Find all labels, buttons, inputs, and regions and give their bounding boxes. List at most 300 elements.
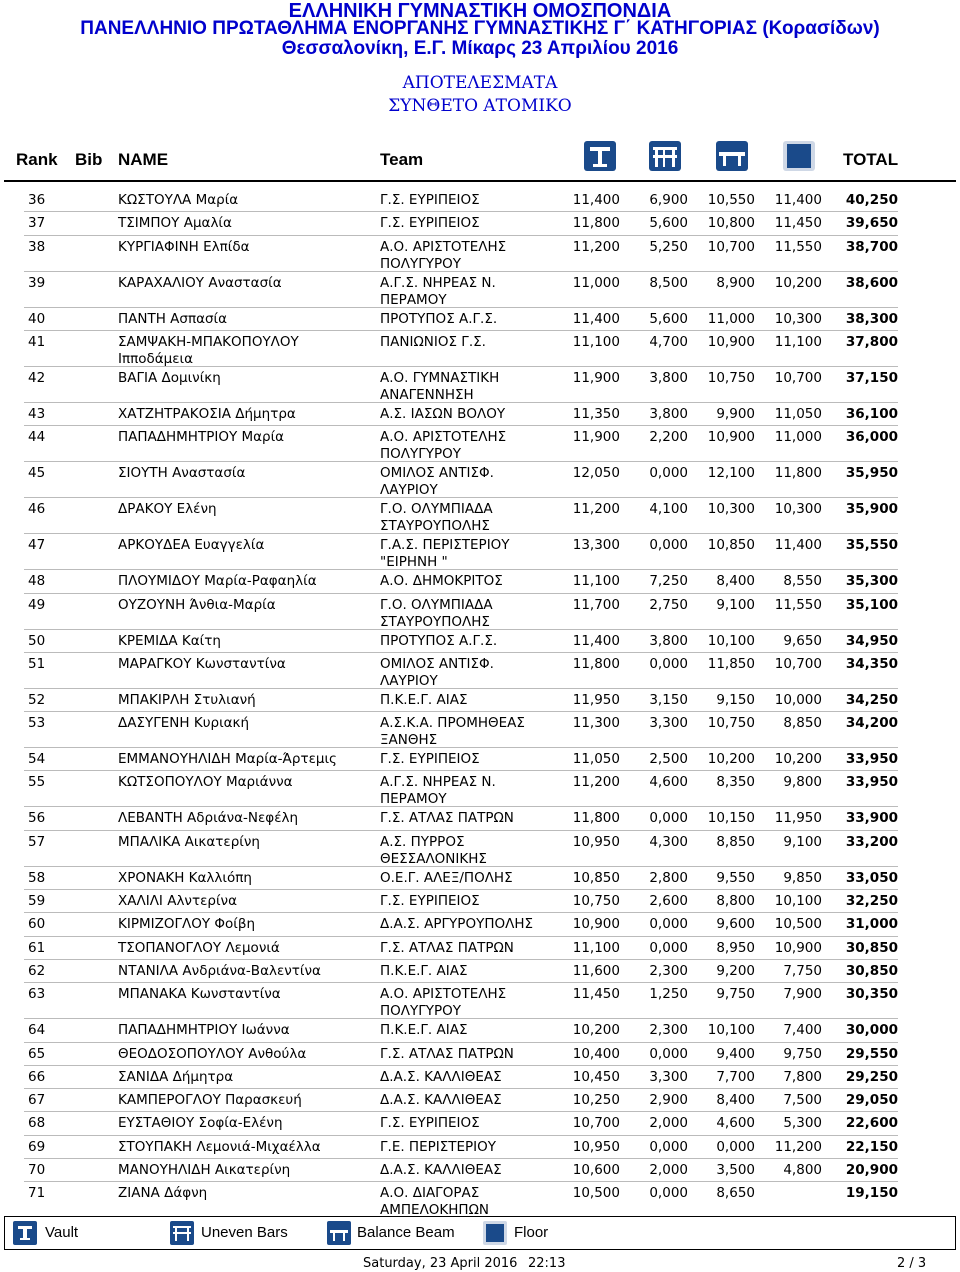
- name-cell: ΚΩΣΤΟΥΛΑ Μαρία: [118, 192, 239, 208]
- floor-score: 10,100: [774, 893, 822, 909]
- footer-page: 2 / 3: [897, 1256, 927, 1271]
- bars-score: 4,300: [649, 833, 688, 850]
- row-separator: [24, 1042, 898, 1043]
- floor-score: 10,700: [774, 369, 822, 386]
- team-cell: ΟΜΙΛΟΣ ΑΝΤΙΣΦ.: [380, 655, 494, 672]
- footer-date: Saturday, 23 April 2016: [363, 1256, 518, 1271]
- team-cell: Π.Κ.Ε.Γ. ΑΙΑΣ: [380, 1022, 468, 1039]
- bars-score: 5,250: [649, 238, 688, 255]
- row-separator: [24, 830, 898, 831]
- vault-score: 11,950: [572, 691, 620, 708]
- beam-score: 10,150: [707, 810, 755, 827]
- name-cell: ΚΡΕΜΙΔΑ Καίτη: [118, 632, 221, 649]
- name-cell: ΧΡΟΝΑΚΗ Καλλιόπη: [118, 869, 252, 886]
- name-cell: ΘΕΟΔΟΣΟΠΟΥΛΟΥ Ανθούλα: [118, 1045, 307, 1062]
- row-separator: [24, 936, 898, 937]
- floor-score: 10,300: [774, 501, 822, 518]
- beam-score: 12,100: [707, 465, 755, 482]
- floor-score: 11,950: [774, 810, 822, 827]
- team-cell: Π.Κ.Ε.Γ. ΑΙΑΣ: [380, 962, 468, 979]
- row-separator: [24, 366, 898, 367]
- beam-score: 10,900: [707, 333, 755, 350]
- championship-title: ΠΑΝΕΛΛΗΝΙΟ ΠΡΩΤΑΘΛΗΜΑ ΕΝΟΡΓΑΝΗΣ ΓΥΜΝΑΣΤΙΚΗΣ Γ΄ ΚΑΤΗΓΟΡΙΑΣ (Κορασίδων): [80, 18, 880, 39]
- team-cell: Γ.Σ. ΕΥΡΙΠΕΙΟΣ: [380, 215, 480, 232]
- total-score: 33,950: [845, 774, 898, 791]
- rank-cell: 43: [28, 405, 46, 422]
- total-score: 22,600: [845, 1115, 898, 1132]
- floor-score: 7,750: [783, 962, 822, 979]
- bars-score: 0,000: [649, 810, 688, 827]
- floor-score: 10,500: [774, 916, 822, 933]
- rank-cell: 62: [28, 962, 46, 979]
- bars-score: 2,750: [649, 596, 688, 613]
- name-cell: ΛΕΒΑΝΤΗ Αδριάνα-Νεφέλη: [118, 810, 299, 827]
- floor-icon: [782, 140, 816, 172]
- floor-score: 11,800: [774, 465, 822, 482]
- bars-score: 2,800: [649, 869, 688, 886]
- vault-score: 13,300: [572, 537, 620, 554]
- name-cell: ΤΣΙΜΠΟΥ Αμαλία: [118, 215, 232, 232]
- name-cell: ΜΑΝΟΥΗΛΙΔΗ Αικατερίνη: [118, 1162, 291, 1178]
- beam-score: 8,950: [716, 939, 755, 956]
- total-score: 30,850: [845, 939, 898, 956]
- name-cell: ΟΥΖΟΥΝΗ Άνθια-Μαρία: [118, 596, 276, 613]
- rank-cell: 54: [28, 751, 46, 768]
- row-separator: [24, 912, 898, 913]
- rank-cell: 42: [28, 369, 46, 386]
- vault-score: 11,200: [572, 238, 620, 255]
- row-separator: [24, 806, 898, 807]
- name-cell: ΑΡΚΟΥΔΕΑ Ευαγγελία: [118, 537, 265, 554]
- team-cell-line2: ΠΟΛΥΓΥΡΟΥ: [380, 1003, 462, 1020]
- bars-score: 1,250: [649, 986, 688, 1003]
- team-cell-line2: ΠΟΛΥΓΥΡΟΥ: [380, 446, 462, 463]
- row-separator: [24, 593, 898, 594]
- team-cell: Α.Γ.Σ. ΝΗΡΕΑΣ Ν.: [380, 274, 496, 291]
- results-title: ΑΠΟΤΕΛΕΣΜΑΤΑ: [402, 73, 558, 93]
- rank-cell: 68: [28, 1115, 46, 1132]
- name-cell: ΣΤΟΥΠΑΚΗ Λεμονιά-Μιχαέλλα: [118, 1138, 321, 1155]
- team-cell: Α.Ο. ΑΡΙΣΤΟΤΕΛΗΣ: [380, 986, 507, 1003]
- row-separator: [24, 688, 898, 689]
- row-separator: [24, 330, 898, 331]
- vault-score: 11,400: [572, 192, 620, 208]
- team-cell: Γ.Σ. ΕΥΡΙΠΕΙΟΣ: [380, 1115, 480, 1132]
- name-cell: ΚΑΡΑΧΑΛΙΟΥ Αναστασία: [118, 274, 282, 291]
- bars-score: 3,300: [649, 715, 688, 732]
- bars-score: 4,600: [649, 774, 688, 791]
- team-cell: Α.Σ. ΙΑΣΩΝ ΒΟΛΟΥ: [380, 405, 506, 422]
- name-cell: ΜΠΑΛΙΚΑ Αικατερίνη: [118, 833, 260, 850]
- vault-score: 10,400: [572, 1045, 620, 1062]
- col-name: NAME: [118, 150, 169, 169]
- bars-score: 4,700: [649, 333, 688, 350]
- rank-cell: 69: [28, 1138, 46, 1155]
- vault-score: 11,300: [572, 715, 620, 732]
- team-cell: Α.Γ.Σ. ΝΗΡΕΑΣ Ν.: [380, 774, 496, 791]
- col-total: TOTAL: [843, 150, 899, 169]
- rank-cell: 63: [28, 986, 46, 1003]
- all-around-title: ΣΥΝΘΕΤΟ ΑΤΟΜΙΚΟ: [388, 96, 572, 116]
- bars-score: 4,100: [649, 501, 688, 518]
- name-cell: ΠΛΟΥΜΙΔΟΥ Μαρία-Ραφαηλία: [118, 573, 317, 590]
- team-cell: ΠΑΝΙΩΝΙΟΣ Γ.Σ.: [380, 333, 486, 350]
- beam-score: 11,000: [707, 310, 755, 327]
- team-cell: Γ.Α.Σ. ΠΕΡΙΣΤΕΡΙΟΥ: [380, 537, 510, 554]
- beam-score: 9,150: [716, 691, 755, 708]
- floor-score: 9,100: [783, 833, 822, 850]
- name-cell: ΚΙΡΜΙΖΟΓΛΟΥ Φοίβη: [118, 916, 256, 933]
- bars-score: 2,500: [649, 751, 688, 768]
- header-divider: [4, 180, 956, 182]
- team-cell: Α.Ο. ΔΙΑΓΟΡΑΣ: [380, 1185, 480, 1202]
- floor-score: 11,100: [774, 333, 822, 350]
- team-cell-line2: ΠΕΡΑΜΟΥ: [380, 291, 447, 308]
- floor-score: 10,900: [774, 939, 822, 956]
- vault-score: 10,500: [572, 1185, 620, 1202]
- rank-cell: 45: [28, 465, 46, 482]
- beam-score: 8,800: [716, 893, 755, 909]
- floor-score: 10,200: [774, 274, 822, 291]
- total-score: 33,050: [845, 869, 898, 886]
- floor-score: 7,400: [783, 1022, 822, 1039]
- rank-cell: 70: [28, 1162, 46, 1178]
- vault-score: 10,200: [572, 1022, 620, 1039]
- total-score: 20,900: [845, 1162, 898, 1178]
- total-score: 40,250: [845, 192, 898, 208]
- bars-score: 3,800: [649, 369, 688, 386]
- bars-score: 5,600: [649, 215, 688, 232]
- name-cell: ΜΑΡΑΓΚΟΥ Κωνσταντίνα: [118, 655, 286, 672]
- bars-score: 2,000: [649, 1162, 688, 1178]
- total-score: 35,950: [845, 465, 898, 482]
- team-cell: Γ.Ε. ΠΕΡΙΣΤΕΡΙΟΥ: [380, 1138, 497, 1155]
- floor-score: 11,550: [774, 238, 822, 255]
- bars-score: 0,000: [649, 1185, 688, 1202]
- row-separator: [24, 461, 898, 462]
- vault-score: 11,900: [572, 429, 620, 446]
- team-cell: Π.Κ.Ε.Γ. ΑΙΑΣ: [380, 691, 468, 708]
- total-score: 37,150: [845, 369, 898, 386]
- vault-score: 11,100: [572, 573, 620, 590]
- beam-score: 4,600: [716, 1115, 755, 1132]
- rank-cell: 52: [28, 691, 46, 708]
- beam-score: 10,750: [707, 369, 755, 386]
- bars-score: 5,600: [649, 310, 688, 327]
- row-separator: [24, 497, 898, 498]
- total-score: 30,000: [845, 1022, 898, 1039]
- row-separator: [24, 959, 898, 960]
- bars-score: 0,000: [649, 465, 688, 482]
- vault-score: 11,400: [572, 310, 620, 327]
- team-cell-line2: ΠΟΛΥΓΥΡΟΥ: [380, 255, 462, 272]
- name-cell: ΣΑΜΨΑΚΗ-ΜΠΑΚΟΠΟΥΛΟΥ: [118, 333, 299, 350]
- team-cell: Δ.Α.Σ. ΚΑΛΛΙΘΕΑΣ: [380, 1068, 502, 1085]
- vault-score: 11,450: [572, 986, 620, 1003]
- beam-score: 9,200: [716, 962, 755, 979]
- floor-score: 11,400: [774, 192, 822, 208]
- team-cell-line2: ΞΑΝΘΗΣ: [380, 732, 438, 749]
- total-score: 31,000: [845, 916, 898, 933]
- beam-score: 10,100: [707, 632, 755, 649]
- team-cell: Γ.Σ. ΕΥΡΙΠΕΙΟΣ: [380, 192, 480, 208]
- row-separator: [24, 866, 898, 867]
- rank-cell: 71: [28, 1185, 46, 1202]
- total-score: 35,550: [845, 537, 898, 554]
- beam-score: 9,550: [716, 869, 755, 886]
- floor-score: 10,700: [774, 655, 822, 672]
- vault-score: 11,600: [572, 962, 620, 979]
- total-score: 29,050: [845, 1092, 898, 1109]
- row-separator: [24, 1111, 898, 1112]
- bars-score: 0,000: [649, 1138, 688, 1155]
- vault-icon: [13, 1221, 37, 1245]
- rank-cell: 66: [28, 1068, 46, 1085]
- col-rank: Rank: [16, 150, 58, 169]
- team-cell: ΠΡΟΤΥΠΟΣ Α.Γ.Σ.: [380, 632, 498, 649]
- row-separator: [24, 402, 898, 403]
- row-separator: [24, 1065, 898, 1066]
- rank-cell: 65: [28, 1045, 46, 1062]
- beam-score: 9,750: [716, 986, 755, 1003]
- team-cell-line2: ΣΤΑΥΡΟΥΠΟΛΗΣ: [380, 613, 490, 630]
- beam-score: 8,400: [716, 573, 755, 590]
- total-score: 38,700: [845, 238, 898, 255]
- total-score: 29,250: [845, 1068, 898, 1085]
- floor-score: 9,850: [783, 869, 822, 886]
- floor-score: 10,000: [774, 691, 822, 708]
- name-cell: ΠΑΝΤΗ Ασπασία: [118, 310, 228, 327]
- beam-score: 10,750: [707, 715, 755, 732]
- federation-title: ΕΛΛΗΝΙΚΗ ΓΥΜΝΑΣΤΙΚΗ ΟΜΟΣΠΟΝΔΙΑ: [288, 0, 672, 22]
- beam-score: 10,800: [707, 215, 755, 232]
- event-location-date: Θεσσαλονίκη, Ε.Γ. Μίκαρς 23 Απριλίου 2016: [281, 38, 679, 59]
- floor-score: 10,200: [774, 751, 822, 768]
- beam-score: 7,700: [716, 1068, 755, 1085]
- bars-score: 2,900: [649, 1092, 688, 1109]
- total-score: 33,200: [845, 833, 898, 850]
- row-separator: [24, 629, 898, 630]
- name-cell: ΚΥΡΓΙΑΦΙΝΗ Ελπίδα: [118, 238, 250, 255]
- team-cell-line2: ΑΝΑΓΕΝΝΗΣΗ: [380, 386, 474, 403]
- vault-score: 11,000: [572, 274, 620, 291]
- beam-score: 8,400: [716, 1092, 755, 1109]
- row-separator: [24, 711, 898, 712]
- beam-score: 9,100: [716, 596, 755, 613]
- team-cell: Ο.Ε.Γ. ΑΛΕΞ/ΠΟΛΗΣ: [380, 869, 513, 886]
- name-cell: ΣΑΝΙΔΑ Δήμητρα: [118, 1068, 234, 1085]
- uneven-bars-icon: [648, 140, 682, 172]
- row-separator: [24, 1135, 898, 1136]
- floor-score: 11,550: [774, 596, 822, 613]
- floor-icon: [483, 1221, 507, 1245]
- total-score: 22,150: [845, 1138, 898, 1155]
- beam-score: 8,350: [716, 774, 755, 791]
- vault-icon: [583, 140, 617, 172]
- beam-score: 9,400: [716, 1045, 755, 1062]
- row-separator: [24, 1088, 898, 1089]
- rank-cell: 56: [28, 810, 46, 827]
- row-separator: [24, 533, 898, 534]
- row-separator: [24, 1158, 898, 1159]
- name-cell: ΕΥΣΤΑΘΙΟΥ Σοφία-Ελένη: [118, 1115, 283, 1132]
- team-cell: Α.Σ.Κ.Α. ΠΡΟΜΗΘΕΑΣ: [380, 715, 525, 732]
- total-score: 33,950: [845, 751, 898, 768]
- row-separator: [24, 747, 898, 748]
- name-cell: ΜΠΑΝΑΚΑ Κωνσταντίνα: [118, 986, 281, 1003]
- vault-score: 10,450: [572, 1068, 620, 1085]
- bars-score: 0,000: [649, 916, 688, 933]
- rank-cell: 41: [28, 333, 46, 350]
- name-cell: ΔΡΑΚΟΥ Ελένη: [118, 501, 217, 518]
- beam-score: 10,100: [707, 1022, 755, 1039]
- bars-score: 2,300: [649, 1022, 688, 1039]
- legend-bars-label: Uneven Bars: [201, 1224, 288, 1241]
- rank-cell: 39: [28, 274, 46, 291]
- name-cell: ΤΣΟΠΑΝΟΓΛΟΥ Λεμονιά: [118, 939, 280, 956]
- team-cell: Α.Ο. ΑΡΙΣΤΟΤΕΛΗΣ: [380, 429, 507, 446]
- rank-cell: 49: [28, 596, 46, 613]
- rank-cell: 67: [28, 1092, 46, 1109]
- floor-score: 11,400: [774, 537, 822, 554]
- total-score: 30,850: [845, 962, 898, 979]
- team-cell: Γ.Σ. ΑΤΛΑΣ ΠΑΤΡΩΝ: [380, 810, 514, 827]
- total-score: 34,950: [845, 632, 898, 649]
- rank-cell: 51: [28, 655, 46, 672]
- floor-score: 5,300: [783, 1115, 822, 1132]
- beam-score: 8,850: [716, 833, 755, 850]
- name-cell: ΔΑΣΥΓΕΝΗ Κυριακή: [118, 715, 250, 732]
- bars-score: 3,800: [649, 632, 688, 649]
- beam-score: 3,500: [716, 1162, 755, 1178]
- vault-score: 10,950: [572, 1138, 620, 1155]
- floor-score: 11,000: [774, 429, 822, 446]
- total-score: 32,250: [845, 893, 898, 909]
- rank-cell: 64: [28, 1022, 46, 1039]
- rank-cell: 36: [28, 192, 46, 208]
- balance-beam-icon: [715, 140, 749, 172]
- beam-score: 10,200: [707, 751, 755, 768]
- floor-score: 4,800: [783, 1162, 822, 1178]
- team-cell: Α.Ο. ΔΗΜΟΚΡΙΤΟΣ: [380, 573, 503, 590]
- beam-score: 9,600: [716, 916, 755, 933]
- col-bib: Bib: [75, 150, 103, 169]
- vault-score: 10,600: [572, 1162, 620, 1178]
- vault-score: 11,050: [572, 751, 620, 768]
- row-separator: [24, 425, 898, 426]
- name-cell: ΜΠΑΚΙΡΛΗ Στυλιανή: [118, 691, 256, 708]
- floor-score: 10,300: [774, 310, 822, 327]
- bars-score: 3,150: [649, 691, 688, 708]
- footer-time: 22:13: [528, 1256, 566, 1271]
- bars-score: 6,900: [649, 192, 688, 208]
- floor-score: 9,650: [783, 632, 822, 649]
- uneven-bars-icon: [170, 1221, 194, 1245]
- team-cell-line2: ΛΑΥΡΙΟΥ: [380, 482, 438, 499]
- vault-score: 11,400: [572, 632, 620, 649]
- beam-score: 10,300: [707, 501, 755, 518]
- vault-score: 11,900: [572, 369, 620, 386]
- name-cell: ΧΑΛΙΛΙ Αλντερίνα: [118, 893, 237, 909]
- bars-score: 2,000: [649, 1115, 688, 1132]
- vault-score: 10,900: [572, 916, 620, 933]
- legend-floor-label: Floor: [514, 1224, 549, 1241]
- total-score: 35,900: [845, 501, 898, 518]
- rank-cell: 50: [28, 632, 46, 649]
- rank-cell: 55: [28, 774, 46, 791]
- row-separator: [24, 235, 898, 236]
- row-separator: [24, 271, 898, 272]
- team-cell: ΠΡΟΤΥΠΟΣ Α.Γ.Σ.: [380, 310, 498, 327]
- beam-score: 10,550: [707, 192, 755, 208]
- rank-cell: 37: [28, 215, 46, 232]
- beam-score: 8,900: [716, 274, 755, 291]
- floor-score: 7,900: [783, 986, 822, 1003]
- team-cell: Δ.Α.Σ. ΚΑΛΛΙΘΕΑΣ: [380, 1092, 502, 1109]
- vault-score: 12,050: [572, 465, 620, 482]
- beam-score: 10,900: [707, 429, 755, 446]
- team-cell: Γ.Σ. ΕΥΡΙΠΕΙΟΣ: [380, 751, 480, 768]
- name-cell: ΖΙΑΝΑ Δάφνη: [118, 1185, 208, 1202]
- team-cell-line2: ΠΕΡΑΜΟΥ: [380, 791, 447, 808]
- vault-score: 10,750: [572, 893, 620, 909]
- apparatus-legend: [4, 1216, 956, 1250]
- total-score: 38,600: [845, 274, 898, 291]
- team-cell: Α.Σ. ΠΥΡΡΟΣ: [380, 833, 465, 850]
- team-cell: Α.Ο. ΓΥΜΝΑΣΤΙΚΗ: [380, 369, 500, 386]
- total-score: 35,100: [845, 596, 898, 613]
- vault-score: 10,250: [572, 1092, 620, 1109]
- rank-cell: 58: [28, 869, 46, 886]
- rank-cell: 47: [28, 537, 46, 554]
- name-cell: ΠΑΠΑΔΗΜΗΤΡΙΟΥ Ιωάννα: [118, 1022, 290, 1039]
- total-score: 33,900: [845, 810, 898, 827]
- bars-score: 3,800: [649, 405, 688, 422]
- legend-beam-label: Balance Beam: [357, 1224, 455, 1241]
- row-separator: [24, 889, 898, 890]
- bars-score: 3,300: [649, 1068, 688, 1085]
- row-separator: [24, 1018, 898, 1019]
- team-cell-line2: ΣΤΑΥΡΟΥΠΟΛΗΣ: [380, 518, 490, 535]
- beam-score: 9,900: [716, 405, 755, 422]
- bars-score: 2,300: [649, 962, 688, 979]
- total-score: 37,800: [845, 333, 898, 350]
- name-cell: ΕΜΜΑΝΟΥΗΛΙΔΗ Μαρία-Άρτεμις: [118, 751, 337, 768]
- rank-cell: 46: [28, 501, 46, 518]
- floor-score: 9,750: [783, 1045, 822, 1062]
- row-separator: [24, 569, 898, 570]
- team-cell: Γ.Σ. ΕΥΡΙΠΕΙΟΣ: [380, 893, 480, 909]
- floor-score: 8,550: [783, 573, 822, 590]
- rank-cell: 38: [28, 238, 46, 255]
- vault-score: 11,350: [572, 405, 620, 422]
- team-cell: Γ.Σ. ΑΤΛΑΣ ΠΑΤΡΩΝ: [380, 939, 514, 956]
- vault-score: 11,100: [572, 333, 620, 350]
- rank-cell: 48: [28, 573, 46, 590]
- total-score: 34,200: [845, 715, 898, 732]
- name-cell-line2: Ιπποδάμεια: [118, 350, 194, 367]
- vault-score: 10,950: [572, 833, 620, 850]
- row-separator: [24, 211, 898, 212]
- team-cell-line2: ΘΕΣΣΑΛΟΝΙΚΗΣ: [380, 850, 487, 867]
- beam-score: 11,850: [707, 655, 755, 672]
- vault-score: 11,100: [572, 939, 620, 956]
- team-cell: Γ.Σ. ΑΤΛΑΣ ΠΑΤΡΩΝ: [380, 1045, 514, 1062]
- team-cell-line2: ΑΜΠΕΛΟΚΗΠΩΝ: [380, 1202, 489, 1219]
- team-cell: Γ.Ο. ΟΛΥΜΠΙΑΔΑ: [380, 501, 493, 518]
- vault-score: 11,700: [572, 596, 620, 613]
- bars-score: 0,000: [649, 537, 688, 554]
